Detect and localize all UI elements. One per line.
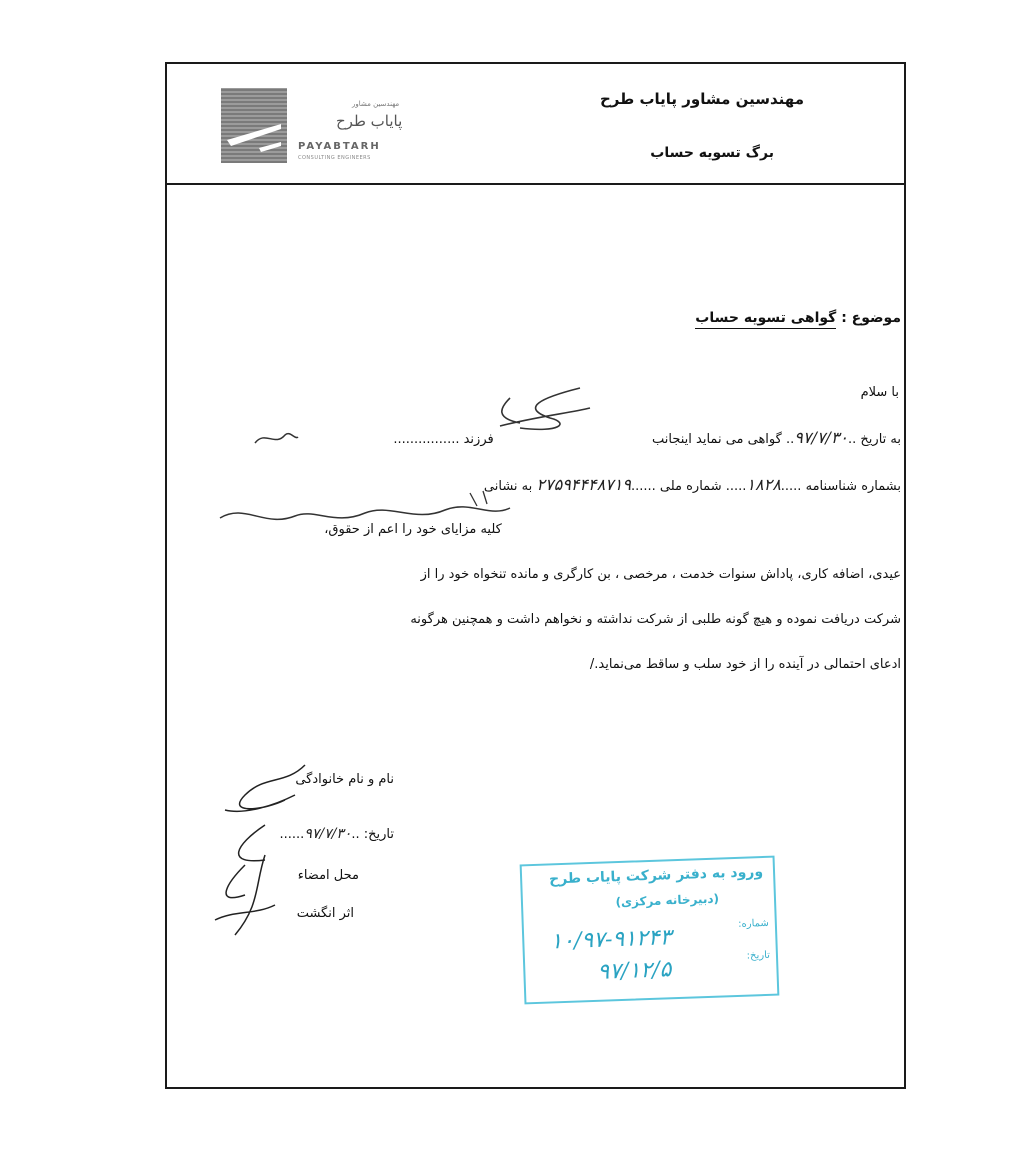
stamp-subtitle: (دبیرخانه مرکزی) (615, 891, 720, 910)
body-line-4: عیدی، اضافه کاری، پاداش سنوات خدمت ، مرخصی ، بن کارگری و مانده تنخواه خود را از (420, 567, 901, 582)
name-label: نام و نام خانوادگی (295, 772, 394, 787)
form-title: برگ تسویه حساب (650, 145, 774, 161)
logo-slash-icon (221, 88, 287, 163)
handwritten-address-scribble (215, 488, 515, 538)
greeting: با سلام (860, 385, 899, 400)
address-label: به نشانی (483, 479, 533, 494)
logo-en-text: PAYABTARH (298, 141, 381, 152)
logo-fa-text: پایاب طرح (336, 112, 403, 130)
logo-small-text: مهندسین مشاور (352, 100, 400, 108)
fingerprint-label: اثر انگشت (296, 906, 354, 921)
benefits-text: کلیه مزایای خود را اعم از حقوق، (324, 522, 502, 537)
stamp-date-value: ۹۷/۱۲/۵ (597, 957, 672, 985)
sign-label: محل امضاء (297, 868, 359, 883)
handwritten-name-scribble (480, 378, 600, 448)
registry-stamp (520, 856, 780, 1005)
signature-scribble (205, 755, 355, 945)
handwritten-date: ۹۷/۷/۳۰ (794, 428, 848, 447)
subject-label: موضوع : (841, 310, 901, 326)
body-line-2: بشماره شناسنامه .....۱۸۲۸..... شماره ملی ......۲۷۵۹۴۴۴۸۷۱۹ به نشانی (483, 475, 901, 494)
subject-line (695, 310, 901, 326)
logo-mark (221, 88, 287, 163)
company-name: مهندسین مشاور پایاب طرح (599, 90, 804, 108)
header-divider (165, 183, 906, 185)
sig-date-line: تاریخ: ..۹۷/۷/۳۰...... (279, 826, 394, 842)
stamp-title: ورود به دفتر شرکت پایاب طرح (548, 864, 764, 888)
sig-date-value: ۹۷/۷/۳۰ (304, 826, 352, 842)
subject-value: گواهی تسویه حساب (695, 310, 836, 329)
body-line-1: به تاریخ ..۹۷/۷/۳۰.. گواهی می نماید اینجانب فرزند ................ (393, 428, 901, 447)
id-label: بشماره شناسنامه (805, 479, 901, 494)
sig-date-label: تاریخ: (363, 827, 394, 842)
handwritten-father-scribble (250, 425, 300, 455)
date-prefix: به تاریخ (860, 432, 901, 447)
stamp-number-value: ۱۰/۹۷-۹۱۲۴۳ (549, 925, 672, 955)
handwritten-national-id: ۲۷۵۹۴۴۴۸۷۱۹ (536, 475, 631, 494)
national-label: شماره ملی (659, 479, 722, 494)
body-line-6: ادعای احتمالی در آینده را از خود سلب و ساقط می‌نماید./ (589, 657, 901, 672)
stamp-date-label: تاریخ: (746, 949, 771, 962)
handwritten-id: ۱۸۲۸ (746, 475, 781, 494)
body-line-5: شرکت دریافت نموده و هیچ گونه طلبی از شرکت نداشته و نخواهم داشت و همچنین هرگونه (410, 612, 901, 627)
certify-text: گواهی می نماید اینجانب (652, 432, 782, 447)
stamp-number-label: شماره: (738, 917, 770, 930)
son-of-label: فرزند (463, 432, 494, 447)
logo-sub-text: CONSULTING ENGINEERS (298, 155, 371, 161)
